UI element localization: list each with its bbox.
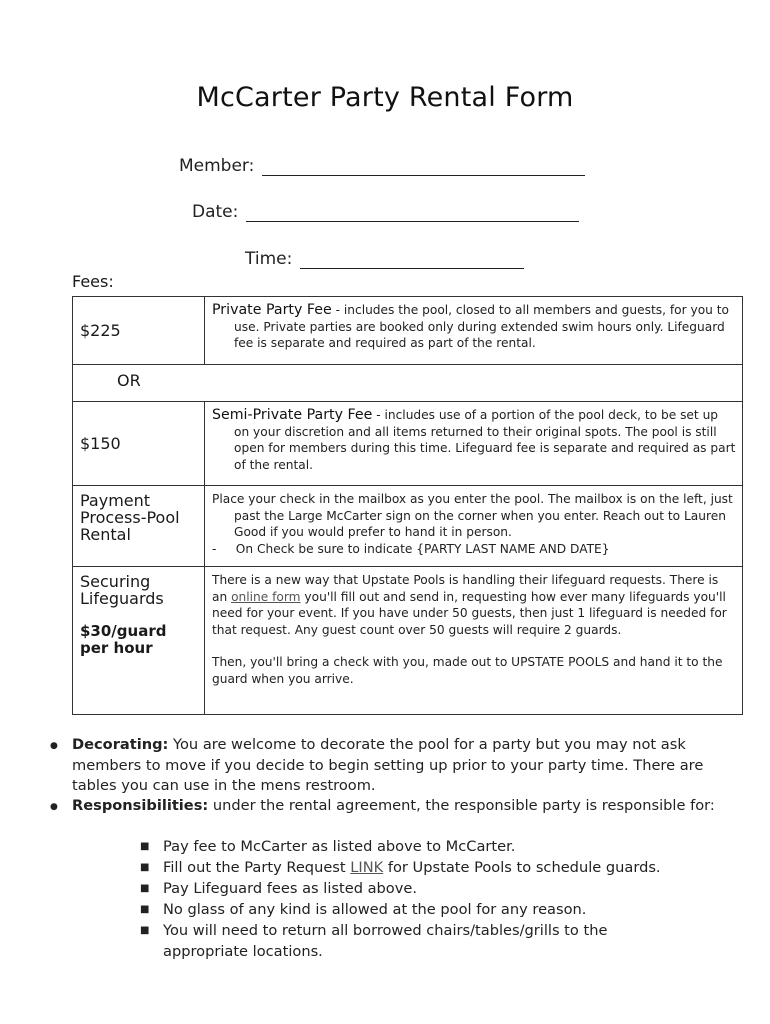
private-price: $225 [73, 297, 205, 365]
page-title: McCarter Party Rental Form [196, 82, 574, 113]
date-field [192, 202, 579, 222]
square-bullet: ■ [140, 883, 150, 894]
list-item-text: Fill out the Party Request [163, 859, 346, 876]
payment-text: Place your check in the mailbox as you enter the pool. The mailbox is on the left, just past the Large McCarter sign on the corner when you enter. Reach out to Lauren Good if you would prefer to hand it in person. [212, 492, 733, 539]
member-input-line[interactable] [262, 161, 585, 176]
list-item [140, 878, 740, 899]
fees-table [72, 296, 743, 715]
decorating-title: Decorating: [72, 736, 169, 753]
member-field [179, 156, 585, 176]
lifeguard-label: Securing Lifeguards [80, 572, 164, 608]
time-label: Time: [245, 249, 293, 269]
date-input-line[interactable] [246, 207, 579, 222]
square-bullet: ■ [140, 841, 150, 852]
fees-heading: Fees: [72, 272, 114, 291]
payment-note: On Check be sure to indicate {PARTY LAST NAME AND DATE} [235, 541, 610, 556]
date-label: Date: [192, 202, 239, 222]
responsibilities-bullet [50, 796, 750, 817]
bullet-dot: ● [50, 741, 58, 751]
payment-label: Payment Process-Pool Rental [73, 486, 205, 567]
list-item-text: No glass of any kind is allowed at the pool for any reason. [163, 901, 587, 918]
private-fee-title: Private Party Fee [212, 302, 332, 318]
list-item [140, 899, 740, 920]
responsibilities-title: Responsibilities: [72, 797, 209, 814]
or-row [73, 365, 743, 402]
member-label: Member: [179, 156, 255, 176]
square-bullet: ■ [140, 904, 150, 915]
square-bullet: ■ [140, 925, 150, 936]
party-request-link[interactable]: LINK [350, 859, 384, 876]
list-item [140, 920, 680, 962]
private-fee-desc: - includes the pool, closed to all members and guests, for you to use. Private parties are booked only during extended swim hours only. Lifeguard fee is separate and required as part of the rental. [234, 303, 729, 350]
list-item [140, 836, 740, 857]
semi-fee-desc: - includes use of a portion of the pool deck, to be set up on your discretion and all items returned to their original spots. The pool is still open for members during this time. Lifeguard fee is separate and required as part of the rental. [234, 408, 736, 472]
payment-row [73, 486, 743, 567]
semi-fee-title: Semi-Private Party Fee [212, 407, 373, 423]
time-field [245, 249, 524, 269]
lifeguard-p1-after: you'll fill out and send in, requesting how ever many lifeguards you'll need for your event. If you have under 50 guests, then just 1 lifeguard is needed for that request. Any guest count over 50 guests will require 2 guards. [212, 589, 727, 637]
list-item-text: You will need to return all borrowed chairs/tables/grills to the appropriate locations. [163, 922, 608, 960]
dash-marker: - [212, 541, 217, 556]
responsibilities-text: under the rental agreement, the responsible party is responsible for: [208, 797, 715, 814]
lifeguard-p1-before: There is a new way that Upstate Pools is handling their lifeguard requests. There is an [212, 573, 719, 604]
list-item-text: Pay Lifeguard fees as listed above. [163, 880, 417, 897]
lifeguard-row [73, 567, 743, 715]
list-item-text: Pay fee to McCarter as listed above to McCarter. [163, 838, 516, 855]
time-input-line[interactable] [300, 254, 524, 269]
decorating-bullet [50, 735, 750, 797]
or-label: OR [73, 365, 743, 402]
lifeguard-rate: $30/guard per hour [80, 622, 167, 657]
online-form-link[interactable]: online form [231, 589, 301, 604]
bullet-dot: ● [50, 802, 58, 812]
decorating-text: You are welcome to decorate the pool for a party but you may not ask members to move if you decide to begin setting up prior to your party time. There are tables you can use in the mens restroom. [72, 736, 704, 794]
list-item [140, 857, 740, 878]
private-fee-row [73, 297, 743, 365]
semi-price: $150 [73, 402, 205, 486]
lifeguard-p2: Then, you'll bring a check with you, made out to UPSTATE POOLS and hand it to the guard when you arrive. [212, 655, 723, 686]
list-item-text: for Upstate Pools to schedule guards. [387, 859, 661, 876]
semi-fee-row [73, 402, 743, 486]
square-bullet: ■ [140, 862, 150, 873]
